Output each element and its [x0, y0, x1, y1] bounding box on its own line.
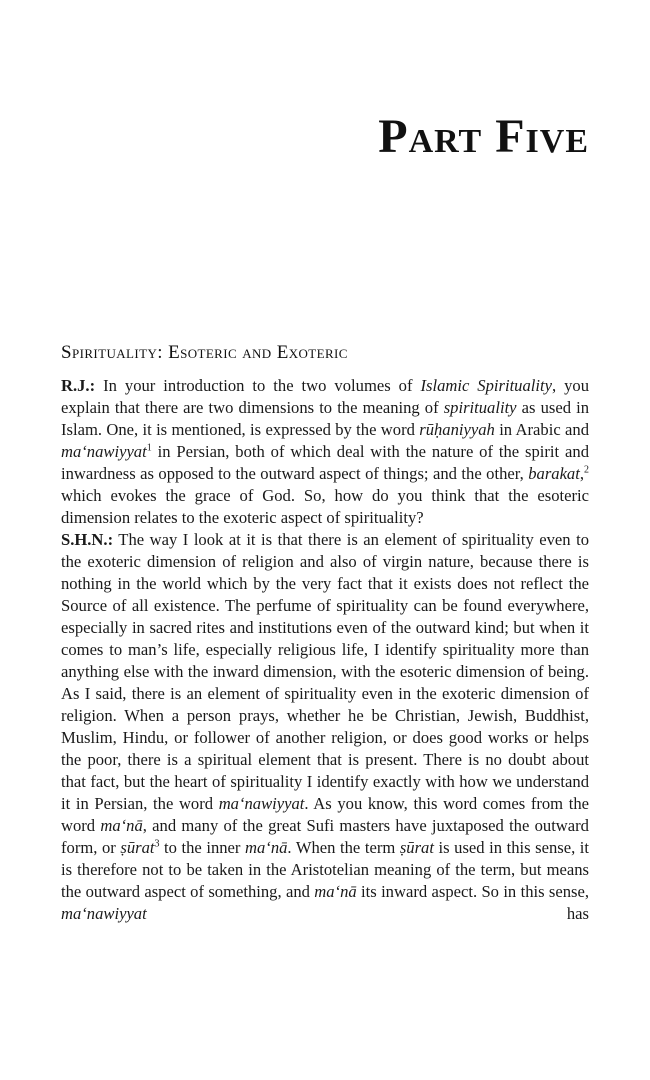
- speaker-label: R.J.:: [61, 376, 96, 395]
- italic-term: ma‘nā: [100, 816, 143, 835]
- italic-term: barakat: [528, 464, 580, 483]
- text-run: In your introduction to the two volumes of: [95, 376, 421, 395]
- italic-term: ma‘nawiyyat: [61, 442, 147, 461]
- italic-term: spirituality: [443, 398, 517, 417]
- part-title: Part Five: [378, 110, 589, 163]
- text-run: . As you know, this word comes from the word: [61, 794, 589, 835]
- text-run: . When the term: [287, 838, 400, 857]
- text-run: to the inner: [159, 838, 246, 857]
- italic-term: ma‘nawiyyat: [218, 794, 305, 813]
- text-run: , and many of the great Sufi masters have juxtaposed the outward form, or: [61, 816, 589, 857]
- paragraph-question: [61, 375, 589, 529]
- text-run: is used in this sense, it is therefore not to be taken in the Aristotelian meaning of the term, but means the outward aspect of something, and: [61, 838, 590, 901]
- italic-term: ma‘nā: [314, 882, 357, 901]
- italic-term: Islamic Spirituality: [420, 376, 552, 395]
- text-run: in Persian, both of which deal with the nature of the spirit and inwardness as opposed to the outward aspect of things; and the other,: [61, 442, 589, 483]
- text-run: its inward aspect. So in this sense,: [356, 882, 589, 901]
- italic-term: ṣūrat: [120, 838, 155, 857]
- italic-term: ṣūrat: [399, 838, 434, 857]
- footnote-marker: 3: [154, 838, 160, 850]
- paragraph-answer: [61, 529, 589, 925]
- speaker-label: S.H.N.:: [61, 530, 114, 549]
- text-run: which evokes the grace of God. So, how do you think that the esoteric dimension relates to the exoteric aspect of spirituality?: [61, 486, 589, 527]
- text-run: has: [146, 904, 589, 923]
- italic-term: rūḥaniyyah: [419, 420, 495, 439]
- italic-term: ma‘nawiyyat: [61, 904, 147, 923]
- text-run: in Arabic and: [494, 420, 589, 439]
- text-run: The way I look at it is that there is an element of spirituality even to the exoteric dimension of religion and also of virgin nature, because there is nothing in the world which by the very fact that it exists does not reflect the Source of all existence. The perfume of spirituality can be found everywhere, especially in sacred rites and institutions even of the outward kind; but when it comes to man’s life, especially religious life, I identify spirituality more than anything else with the inward dimension, with the esoteric dimension of being. As I said, there is an element of spirituality even in the exoteric dimension of religion. When a person prays, whether he be Christian, Jewish, Buddhist, Muslim, Hindu, or follower of another religion, or does good works or helps the poor, there is a spiritual element that is present. There is no doubt about that fact, but the heart of spirituality I identify exactly with how we understand it in Persian, the word: [61, 530, 589, 813]
- text-run: , you explain that there are two dimensions to the meaning of: [61, 376, 590, 417]
- italic-term: ma‘nā: [245, 838, 288, 857]
- text-run: ,: [579, 464, 584, 483]
- body-text: [61, 375, 589, 925]
- section-heading: Spirituality: Esoteric and Exoteric: [61, 342, 348, 363]
- footnote-marker: 1: [146, 442, 152, 454]
- text-run: as used in Islam. One, it is mentioned, is expressed by the word: [61, 398, 589, 439]
- footnote-marker: 2: [584, 464, 589, 476]
